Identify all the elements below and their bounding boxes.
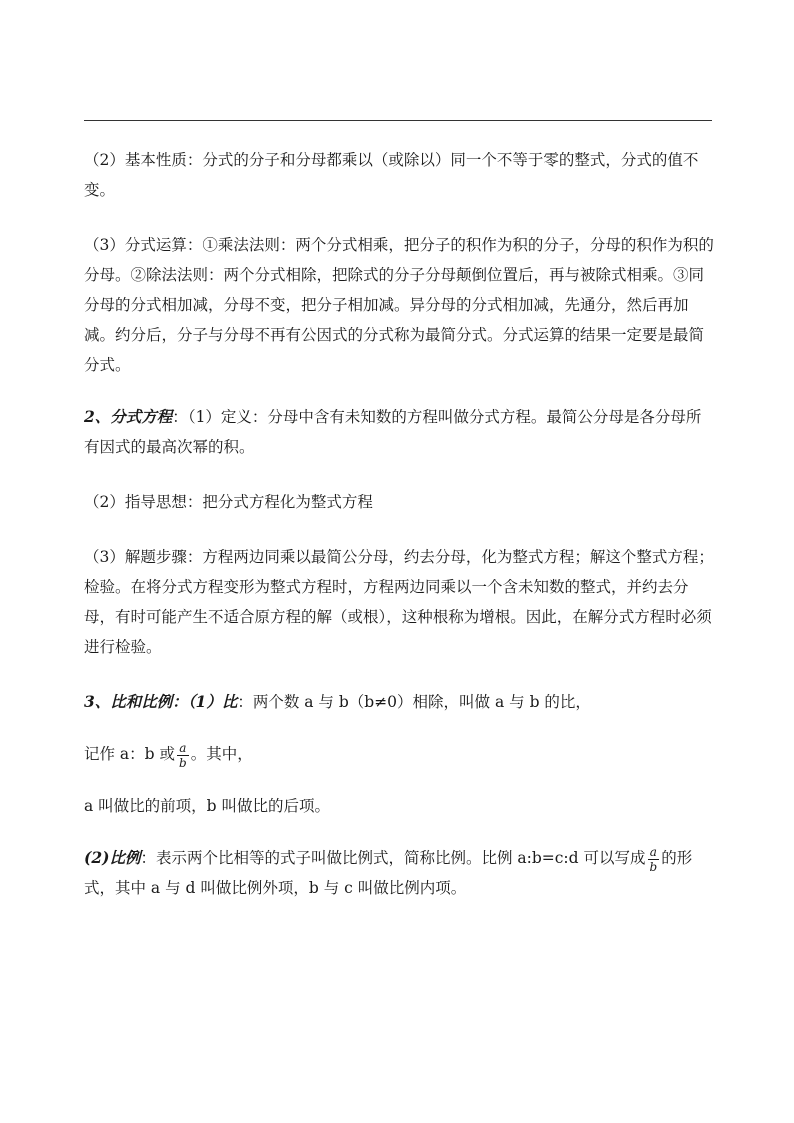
fraction-denominator: b: [649, 859, 658, 874]
ratio-notation-text: 记作 a：b 或: [84, 745, 176, 763]
fraction-numerator: a: [648, 846, 660, 860]
proportion-text: ：表示两个比相等的式子叫做比例式，简称比例。比例 a:b=c:d 可以写成: [140, 849, 646, 867]
paragraph-fraction-operations: （3）分式运算：①乘法法则：两个分式相乘，把分子的积作为积的分子，分母的积作为积的分母。②除法法则：两个分式相除，把除式的分子分母颠倒位置后，再与被除式相乘。③同分母的分式相加减，分母不变，把分子相加减。异分母的分式相加减，先通分，然后再加减。约分后，分子与分母不再有公因式的分式称为最简分式。分式运算的结果一定要是最简分式。: [84, 236, 714, 374]
section-heading-proportion: (2)比例: [84, 848, 141, 867]
section-heading-ratio: 3、比和比例：（1）比: [84, 692, 238, 711]
proportion-text-suffix: 的形式，其中 a 与 d 叫做比例外项，b 与 c 叫做比例内项。: [84, 849, 693, 897]
header-rule: [84, 120, 712, 121]
fraction-a-over-b: [177, 742, 189, 769]
paragraph-ratio-notation: [84, 739, 714, 769]
paragraph-guiding-idea: （2）指导思想：把分式方程化为整式方程: [84, 493, 373, 511]
ratio-notation-suffix: 。其中，: [190, 745, 253, 763]
definition-text: （1）定义：分母中含有未知数的方程叫做分式方程。最简公分母是各分母所有因式的最高次幂的积。: [84, 408, 702, 456]
fraction-numerator: a: [177, 742, 189, 756]
document-body: [84, 126, 714, 903]
paragraph-proportion: [84, 843, 714, 903]
fraction-denominator: b: [179, 755, 187, 770]
paragraph-fractional-equation-definition: [84, 402, 714, 462]
paragraph-solving-steps: （3）解题步骤：方程两边同乘以最简公分母，约去分母，化为整式方程；解这个整式方程；检验。在将分式方程变形为整式方程时，方程两边同乘以一个含未知数的整式，并约去分母，有时可能产生不适合原方程的解（或根），这种根称为增根。因此，在解分式方程时必须进行检验。: [84, 548, 714, 656]
ratio-definition-text: ：两个数 a 与 b（b≠0）相除，叫做 a 与 b 的比，: [237, 693, 591, 711]
paragraph-ratio-terms: a 叫做比的前项，b 叫做比的后项。: [84, 797, 331, 815]
paragraph-basic-property: （2）基本性质：分式的分子和分母都乘以（或除以）同一个不等于零的整式，分式的值不变。: [84, 151, 699, 199]
fraction-a-over-b: [648, 846, 660, 873]
section-heading-fractional-equation: 2、分式方程: [84, 407, 173, 426]
paragraph-ratio-definition: [84, 687, 714, 717]
heading-colon: ：: [172, 408, 188, 426]
